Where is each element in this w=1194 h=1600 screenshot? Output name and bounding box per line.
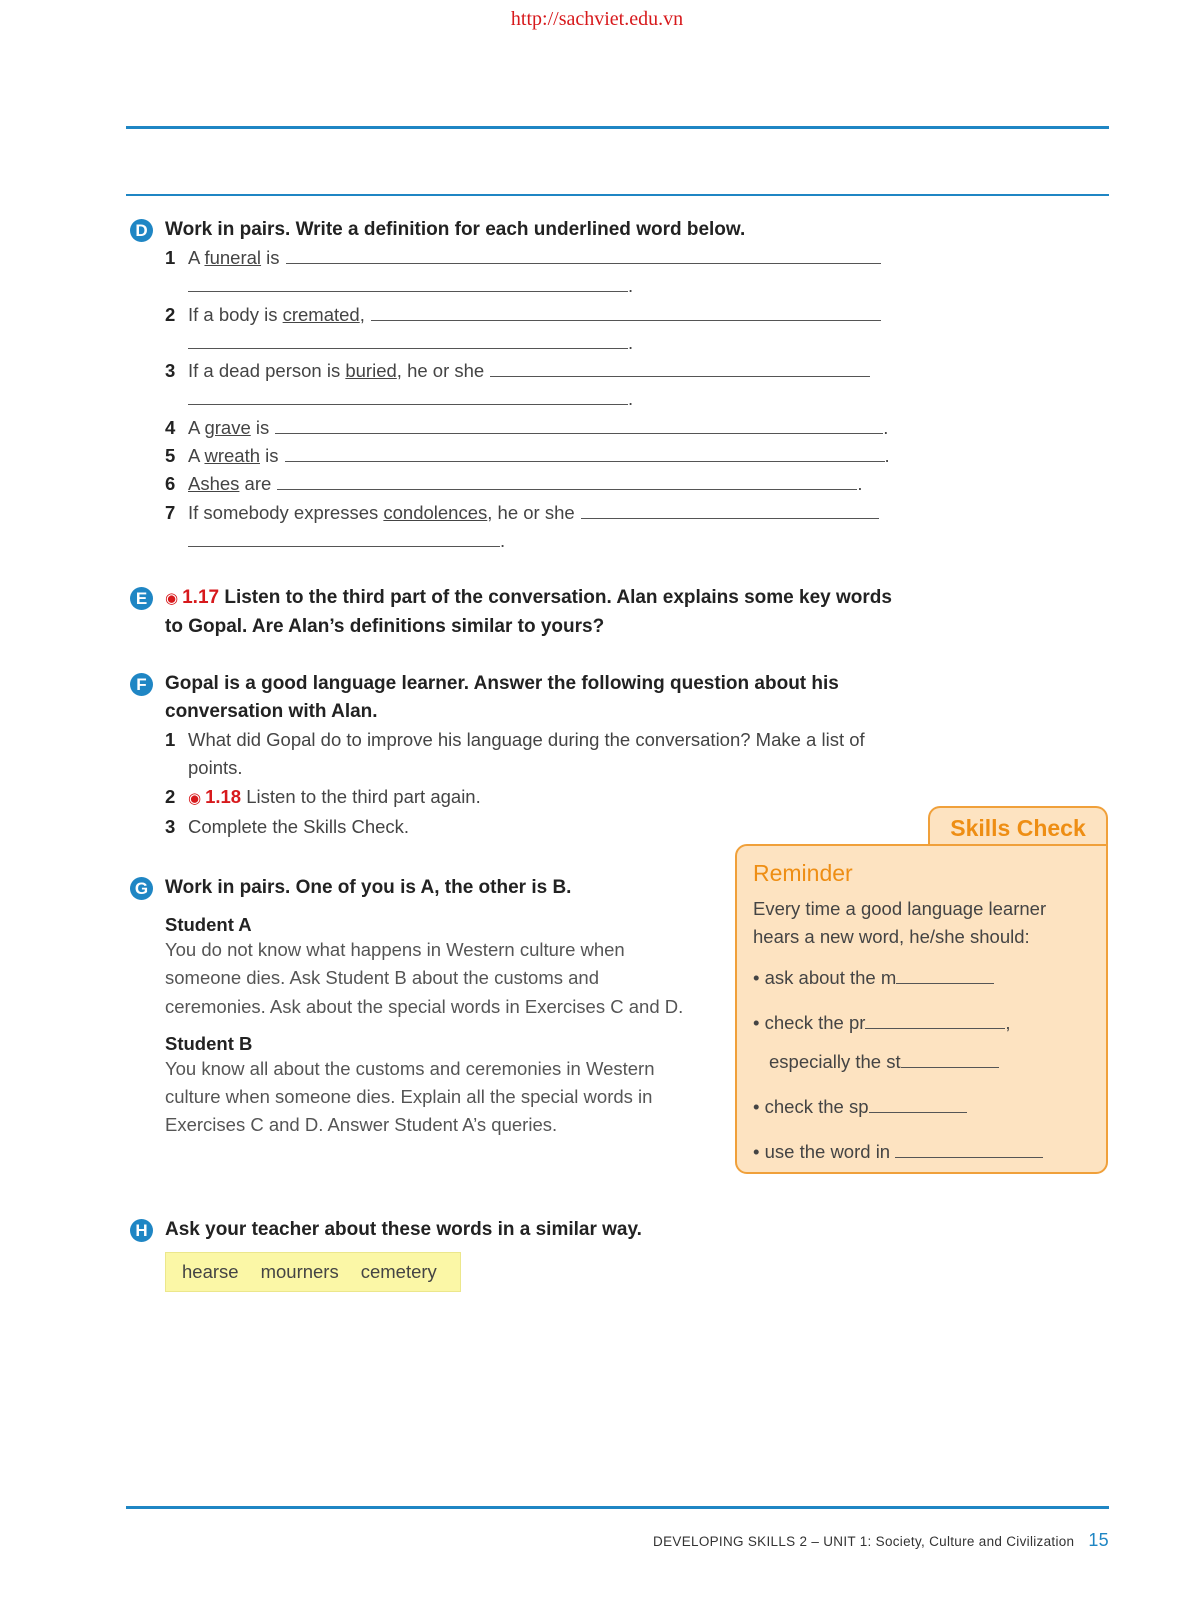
exercise-d — [130, 216, 910, 555]
student-a-title: Student A — [165, 914, 252, 935]
list-item-cont: . — [165, 385, 910, 413]
list-item: 7 If somebody expresses condolences , he or she — [165, 499, 910, 527]
exercise-e-instruction: Listen to the third part of the conversation. Alan explains some key words to Gopal. Are Alan’s definitions similar to yours? — [165, 587, 892, 637]
list-item-cont: . — [165, 272, 910, 300]
answer-blank[interactable] — [901, 1049, 999, 1068]
exercise-e-badge: E — [130, 587, 153, 610]
exercise-f-instruction: Gopal is a good language learner. Answer the following question about his conversation with Alan. — [165, 673, 839, 722]
skills-check-box — [735, 844, 1108, 1174]
list-item: 4 A grave is . — [165, 416, 889, 438]
student-b-title: Student B — [165, 1032, 253, 1054]
answer-blank[interactable] — [896, 965, 994, 984]
list-item: 6 Ashes are . — [165, 473, 863, 495]
answer-blank[interactable] — [869, 1094, 967, 1113]
exercise-f-badge: F — [130, 673, 153, 696]
list-item: • check the sp — [753, 1094, 1090, 1117]
exercise-g-badge: G — [130, 877, 153, 900]
list-item: 2 ◉ 1.18 Listen to the third part again. — [165, 783, 910, 813]
list-item: • ask about the m — [753, 965, 1090, 988]
skills-check-intro: Every time a good language learner hears a new word, he/she should: — [753, 898, 1047, 947]
word-mourners: mourners — [260, 1261, 339, 1282]
footer-text: DEVELOPING SKILLS 2 – UNIT 1: Society, Culture and Civilization — [653, 1534, 1075, 1549]
student-b-text: You know all about the customs and ceremonies in Western culture when someone dies. Explain all the special words in Exercises C and D. Answer Student A’s queries. — [165, 1057, 655, 1136]
exercise-g-instruction: Work in pairs. One of you is A, the other is B. — [165, 877, 572, 898]
answer-blank[interactable] — [188, 273, 628, 292]
student-a-text: You do not know what happens in Western culture when someone dies. Ask Student B about the customs and ceremonies. Ask about the special words in Exercises C and D. — [165, 939, 684, 1017]
list-item-cont: . — [165, 329, 910, 357]
answer-blank[interactable] — [581, 500, 879, 519]
page-number: 15 — [1088, 1530, 1109, 1550]
skills-check-title: Reminder — [753, 860, 853, 886]
track-ref: 1.18 — [205, 785, 242, 807]
answer-blank[interactable] — [490, 358, 870, 377]
exercise-d-badge: D — [130, 219, 153, 242]
page-footer — [653, 1530, 1109, 1551]
answer-blank[interactable] — [371, 302, 881, 321]
word-hearse: hearse — [182, 1261, 239, 1282]
exercise-f — [130, 670, 910, 841]
answer-blank[interactable] — [188, 528, 500, 547]
exercise-d-instruction: Work in pairs. Write a definition for each underlined word below. — [165, 219, 746, 240]
answer-blank[interactable] — [275, 415, 883, 434]
list-item: 5 A wreath is . — [165, 445, 890, 467]
list-item: 3 If a dead person is buried , he or she — [165, 357, 910, 385]
answer-blank[interactable] — [895, 1139, 1043, 1158]
bottom-rule — [126, 1506, 1109, 1509]
cd-icon: ◉ — [165, 590, 179, 607]
source-url[interactable]: http://sachviet.edu.vn — [510, 8, 684, 30]
list-item: • use the word in — [753, 1139, 1090, 1162]
answer-blank[interactable] — [188, 386, 628, 405]
track-ref: 1.17 — [182, 587, 220, 608]
top-rule — [126, 126, 1109, 129]
header-rule — [126, 194, 1109, 196]
list-item: • check the pr , — [753, 1012, 1011, 1033]
list-item: 1 A funeral is — [165, 244, 910, 272]
answer-blank[interactable] — [277, 471, 857, 490]
definition-list — [165, 244, 910, 555]
list-item-cont: especially the st — [753, 1049, 1090, 1072]
exercise-h-badge: H — [130, 1219, 153, 1242]
cd-icon: ◉ — [188, 789, 202, 807]
list-item: 3 Complete the Skills Check. — [165, 815, 410, 837]
exercise-e — [130, 584, 910, 641]
answer-blank[interactable] — [188, 330, 628, 349]
list-item: 1 What did Gopal do to improve his language during the conversation? Make a list of points. — [165, 729, 865, 779]
skills-check-tab: Skills Check — [928, 806, 1108, 848]
exercise-h-instruction: Ask your teacher about these words in a similar way. — [165, 1219, 642, 1240]
exercise-g — [130, 874, 710, 1140]
role-cards — [165, 914, 710, 1140]
list-item: 2 If a body is cremated , — [165, 301, 910, 329]
answer-blank[interactable] — [865, 1010, 1005, 1029]
exercise-h — [130, 1216, 910, 1292]
word-cemetery: cemetery — [360, 1261, 437, 1282]
skills-check-list — [753, 965, 1090, 1162]
answer-blank[interactable] — [285, 443, 885, 462]
question-list — [165, 726, 910, 841]
list-item-cont: . — [165, 527, 910, 555]
word-box — [165, 1252, 461, 1292]
answer-blank[interactable] — [286, 245, 881, 264]
